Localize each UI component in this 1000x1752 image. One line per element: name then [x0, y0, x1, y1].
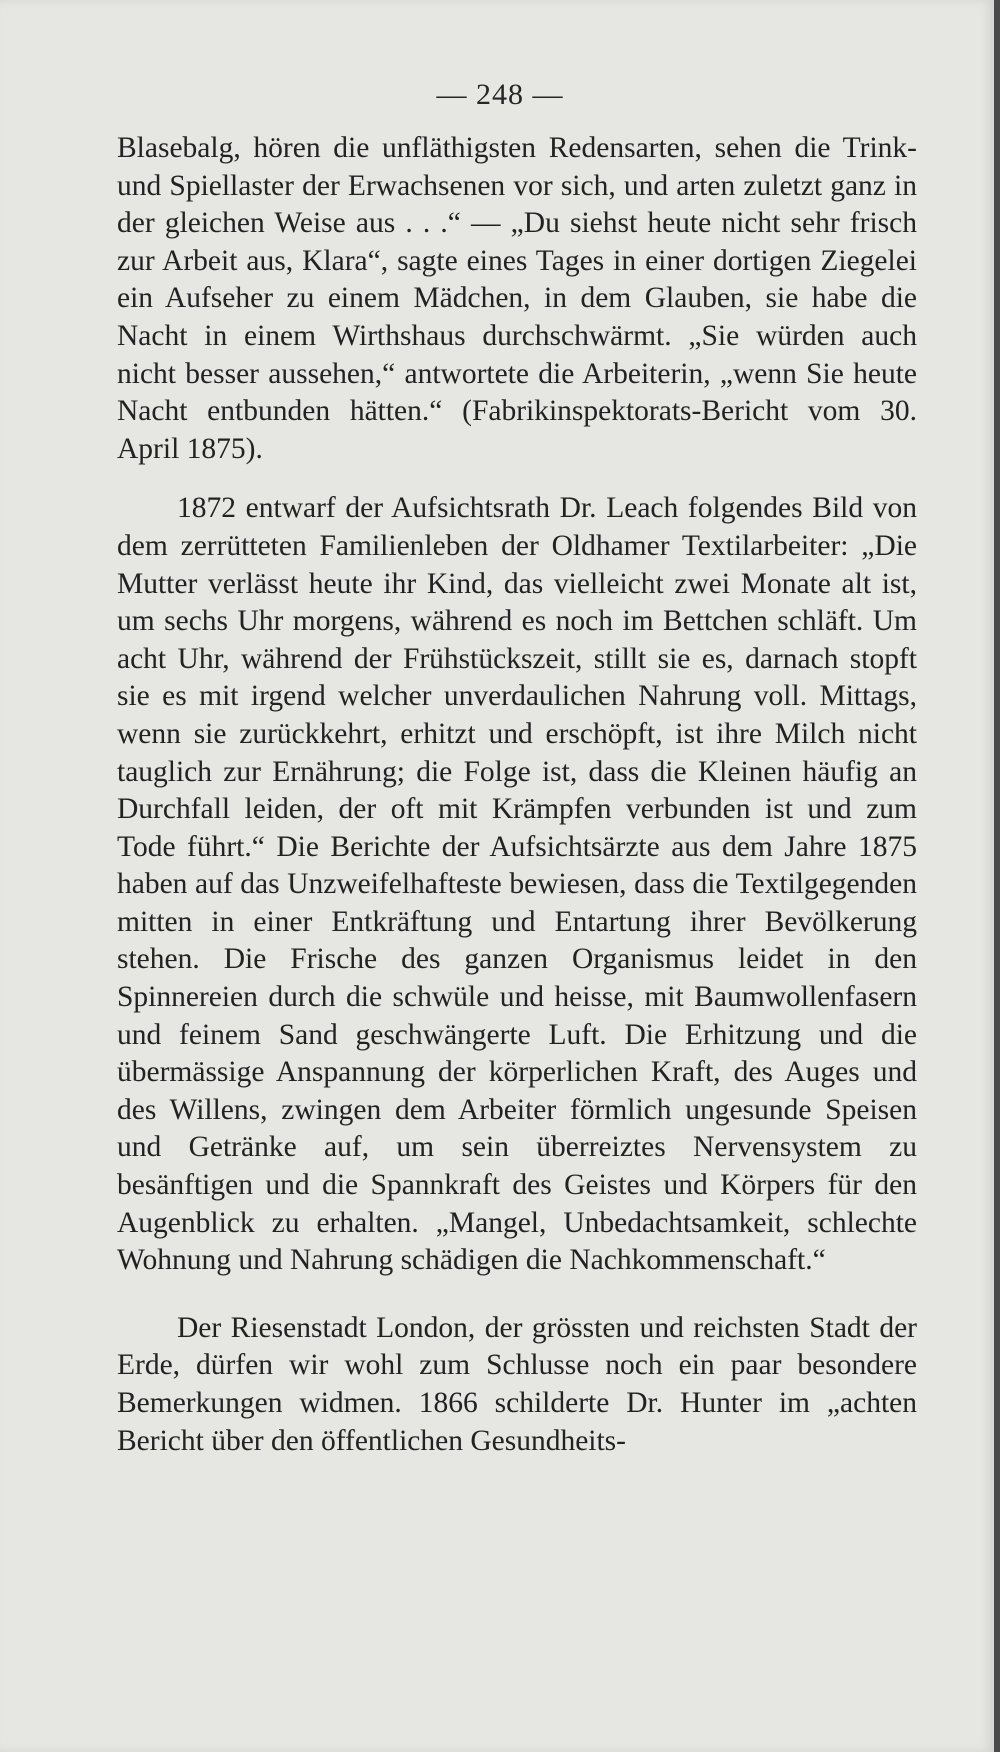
paragraph-1: Blasebalg, hören die unfläthigsten Redensarten, sehen die Trink- und Spiellaster der Erwachsenen vor sich, und arten zuletzt ganz in der gleichen Weise aus . . .“ — „Du siehst heute nicht sehr frisch zur Arbeit aus, Klara“, sagte eines Tages in einer dortigen Ziegelei ein Aufseher zu einem Mädchen, in dem Glauben, sie habe die Nacht in einem Wirthshaus durchschwärmt. „Sie würden auch nicht besser aussehen,“ antwortete die Arbeiterin, „wenn Sie heute Nacht entbunden hätten.“ (Fabrikinspektorats-Bericht vom 30. April 1875).: [117, 132, 917, 465]
paragraph-3: Der Riesenstadt London, der grössten und reichsten Stadt der Erde, dürfen wir wohl zum Schlusse noch ein paar besondere Bemerkungen widmen. 1866 schilderte Dr. Hunter im „achten Bericht über den öffentlichen Gesundheits-: [117, 1311, 917, 1457]
page-number: — 248 —: [436, 78, 564, 111]
body-text: [117, 130, 917, 1460]
paragraph-2: 1872 entwarf der Aufsichtsrath Dr. Leach folgendes Bild von dem zerrütteten Familienleben der Oldhamer Textilarbeiter: „Die Mutter verlässt heute ihr Kind, das vielleicht zwei Monate alt ist, um sechs Uhr morgens, während es noch im Bettchen schläft. Um acht Uhr, während der Frühstückszeit, stillt sie es, darnach stopft sie es mit irgend welcher unverdaulichen Nahrung voll. Mittags, wenn sie zurückkehrt, erhitzt und erschöpft, ist ihre Milch nicht tauglich zur Ernährung; die Folge ist, dass die Kleinen häufig an Durchfall leiden, der oft mit Krämpfen verbunden ist und zum Tode führt.“ Die Berichte der Aufsichtsärzte aus dem Jahre 1875 haben auf das Unzweifelhafteste bewiesen, dass die Textilgegenden mitten in einer Entkräftung und Entartung ihrer Bevölkerung stehen. Die Frische des ganzen Organismus leidet in den Spinnereien durch die schwüle und heisse, mit Baumwollenfasern und feinem Sand geschwängerte Luft. Die Erhitzung und die übermässige Anspannung der körperlichen Kraft, des Auges und des Willens, zwingen dem Arbeiter förmlich ungesunde Speisen und Getränke auf, um sein überreiztes Nervensystem zu besänftigen und die Spannkraft des Geistes und Körpers für den Augenblick zu erhalten. „Mangel, Unbedachtsamkeit, schlechte Wohnung und Nahrung schädigen die Nachkommenschaft.“: [117, 492, 917, 1277]
page-edge: [994, 0, 1000, 1752]
